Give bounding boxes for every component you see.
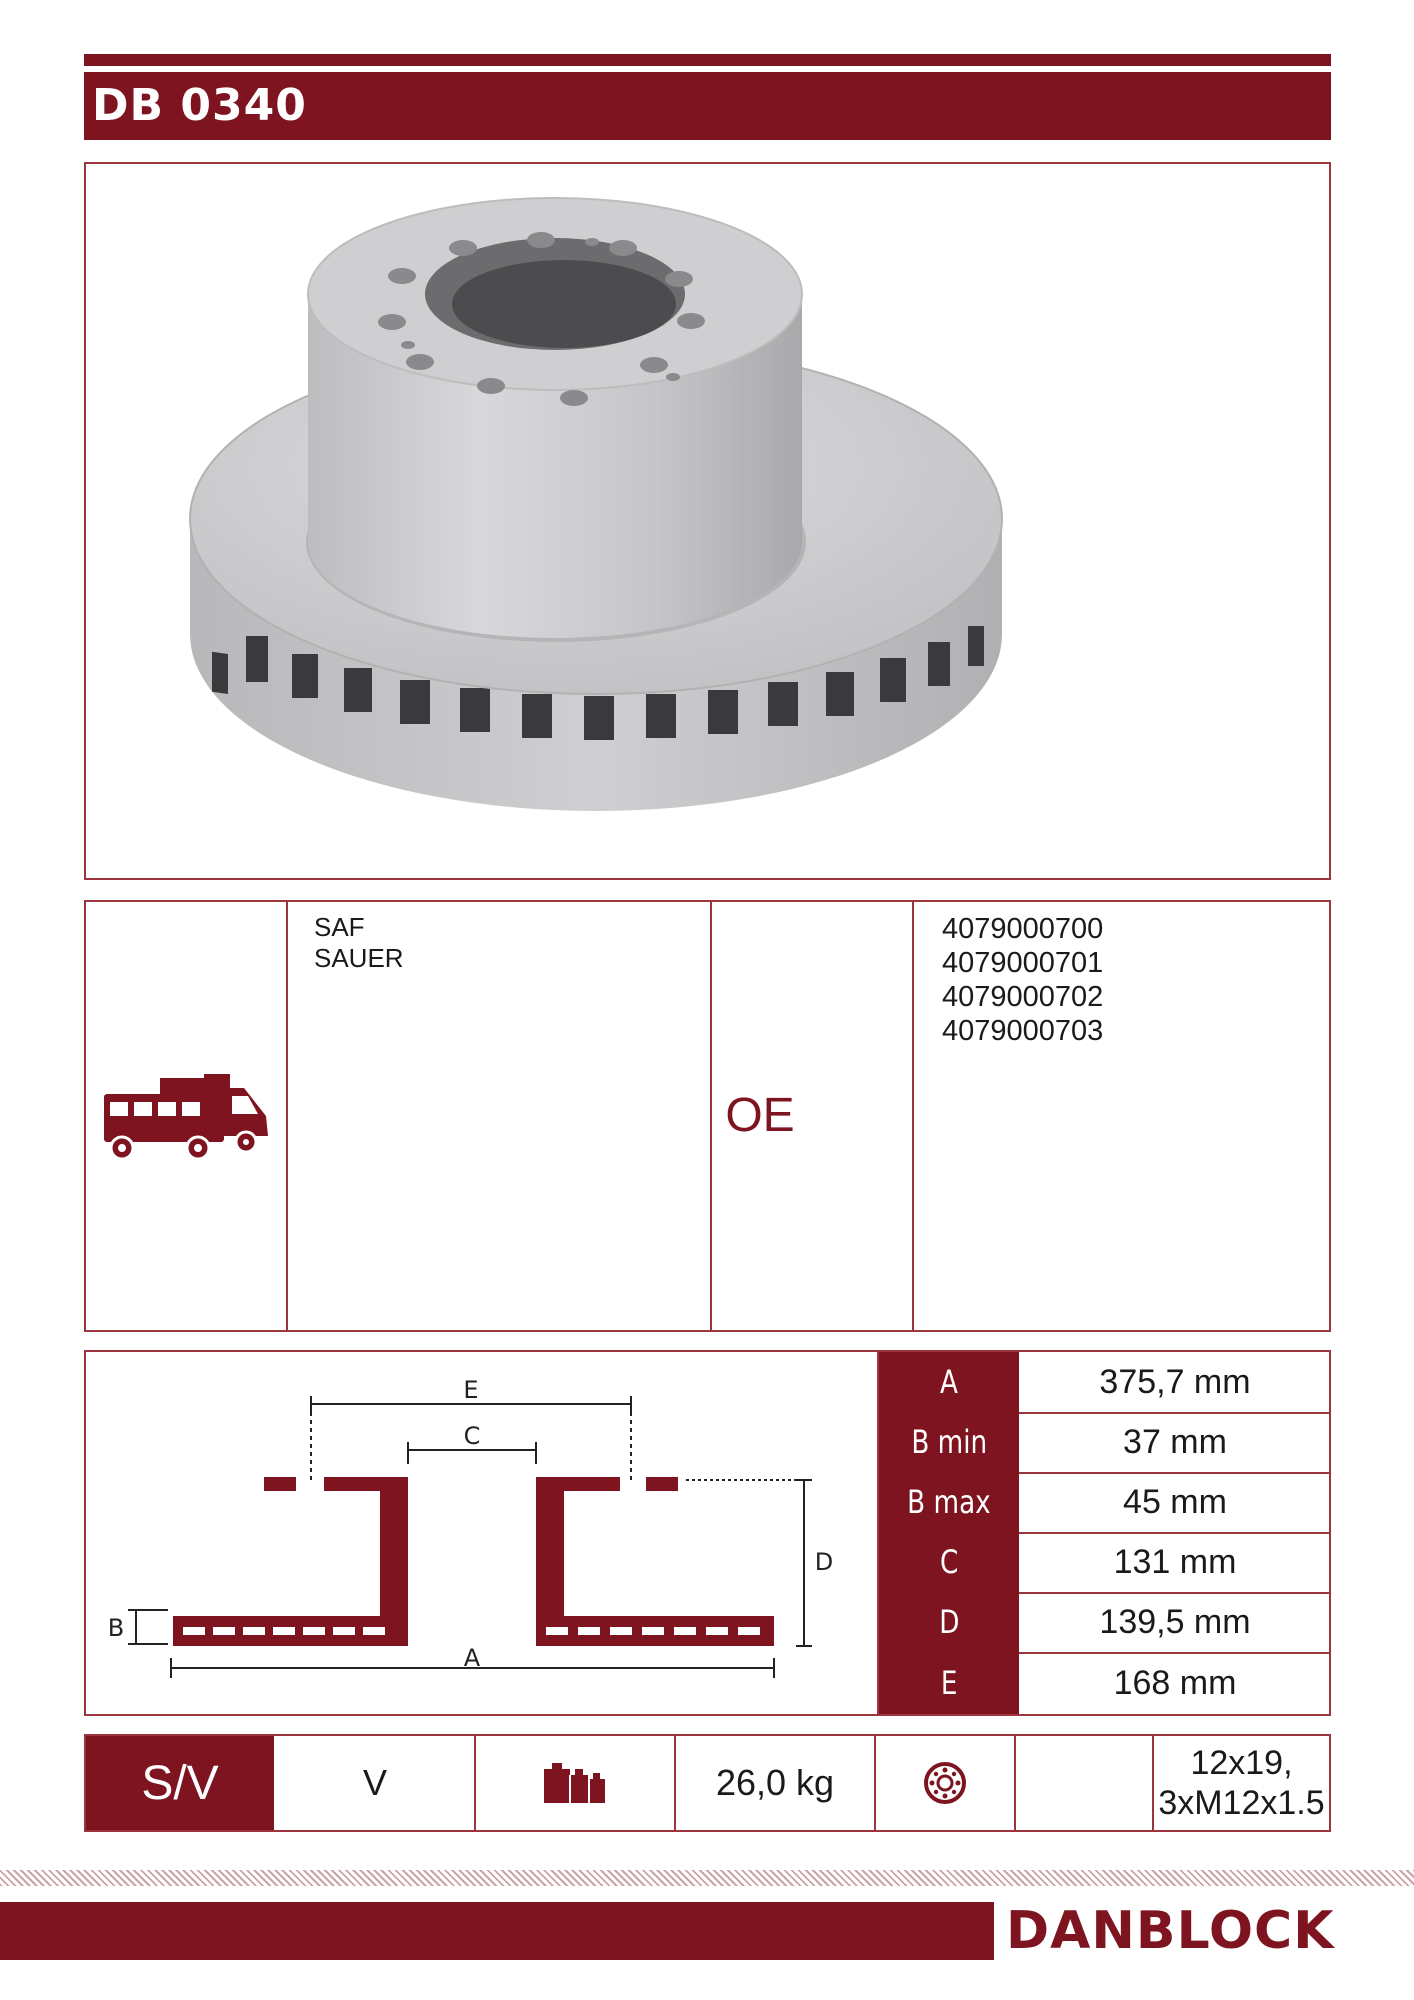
diagram-label-c: C — [463, 1422, 481, 1450]
spec-panel — [84, 1734, 1331, 1832]
divider — [286, 902, 288, 1330]
oe-number: 4079000702 — [942, 981, 1104, 1013]
dimension-value: 168 mm — [1113, 1663, 1237, 1702]
dimension-row — [879, 1352, 1331, 1414]
header-stripe — [84, 54, 1331, 66]
dimension-label: A — [940, 1363, 958, 1401]
manufacturer-list — [314, 912, 404, 974]
dimension-value: 131 mm — [1113, 1542, 1237, 1581]
oe-number: 4079000703 — [942, 1015, 1104, 1047]
footer-bar — [0, 1902, 994, 1960]
dimension-value: 37 mm — [1123, 1422, 1227, 1461]
diagram-label-b: B — [107, 1614, 125, 1642]
diagram-label-e: E — [463, 1376, 479, 1404]
dimension-label: C — [939, 1543, 959, 1581]
bus-truck-icon — [102, 1070, 272, 1162]
diagram-label-a: A — [463, 1644, 481, 1672]
weight-value: 26,0 kg — [715, 1762, 835, 1803]
brand-logo: DANBLOCK — [1006, 1901, 1335, 1961]
dimension-value: 139,5 mm — [1099, 1602, 1251, 1641]
dimension-label: B min — [911, 1423, 987, 1461]
bolt-pattern-line: 3xM12x1.5 — [1158, 1784, 1325, 1822]
bolt-pattern-icon — [922, 1760, 968, 1806]
bolt-pattern-line: 12x19, — [1190, 1744, 1293, 1782]
dimension-label: E — [940, 1664, 958, 1702]
brake-disc-image — [86, 164, 1329, 878]
oe-number: 4079000700 — [942, 913, 1104, 945]
dimension-value: 375,7 mm — [1099, 1362, 1251, 1401]
manufacturer-item: SAUER — [314, 943, 404, 973]
dimension-row — [879, 1652, 1331, 1714]
dimension-row — [879, 1472, 1331, 1534]
dimensions-panel — [84, 1350, 1331, 1716]
dimension-table — [879, 1352, 1331, 1714]
footer-hatch — [0, 1870, 1414, 1886]
divider — [1014, 1736, 1016, 1830]
dimension-label: D — [938, 1603, 960, 1641]
oe-number: 4079000701 — [942, 947, 1104, 979]
product-title: DB 0340 — [84, 72, 1331, 140]
disc-type-label: S/V — [86, 1736, 274, 1830]
dimension-label: B max — [907, 1483, 991, 1521]
dimension-row — [879, 1532, 1331, 1594]
diagram-label-d: D — [814, 1548, 834, 1576]
product-image-panel — [84, 162, 1331, 880]
dimension-row — [879, 1412, 1331, 1474]
weights-icon — [542, 1761, 608, 1805]
manufacturer-item: SAF — [314, 912, 365, 942]
dimension-row — [879, 1592, 1331, 1654]
oe-label: OE — [725, 1089, 795, 1142]
divider — [912, 902, 914, 1330]
oe-number-list — [942, 912, 1103, 1048]
application-panel — [84, 900, 1331, 1332]
cross-section-diagram — [86, 1352, 876, 1714]
disc-type-value: V — [362, 1762, 387, 1803]
bolt-pattern — [1154, 1736, 1329, 1830]
dimension-value: 45 mm — [1123, 1482, 1227, 1521]
